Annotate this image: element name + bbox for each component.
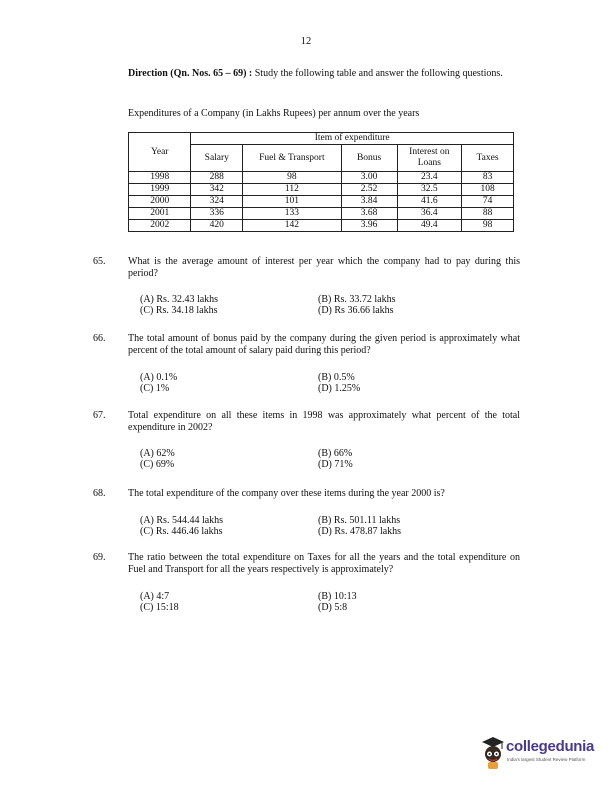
cell: 74: [462, 196, 514, 208]
option-c: (C) 1%: [140, 383, 170, 394]
year-header: Year: [129, 133, 191, 172]
col-header-bonus: Bonus: [341, 145, 397, 172]
cell: 324: [191, 196, 243, 208]
table-row: [129, 208, 514, 220]
cell: 342: [191, 184, 243, 196]
table-caption: Expenditures of a Company (in Lakhs Rupees) per annum over the years: [128, 108, 420, 119]
cell: 83: [462, 172, 514, 184]
cell: 98: [462, 220, 514, 232]
cell: 112: [243, 184, 341, 196]
option-a: (A) 4:7: [140, 591, 170, 602]
question-66: [93, 333, 520, 357]
option-d: (D) Rs 36.66 lakhs: [318, 305, 394, 316]
mascot-icon: [480, 734, 506, 770]
table-row: [129, 196, 514, 208]
option-c: (C) 69%: [140, 459, 175, 470]
cell: 3.00: [341, 172, 397, 184]
group-header: Item of expenditure: [191, 133, 514, 145]
cell: 2002: [129, 220, 191, 232]
question-number: 68.: [93, 488, 106, 499]
table-row: [129, 184, 514, 196]
question-text: The ratio between the total expenditure on Taxes for all the years and the total expenditure on Fuel and Transport for all the years respectively is approximately?: [128, 552, 520, 575]
cell: 1999: [129, 184, 191, 196]
logo-wordmark: collegedunia: [506, 738, 595, 755]
question-68: [93, 488, 520, 500]
option-d: (D) Rs. 478.87 lakhs: [318, 526, 402, 537]
option-a: (A) 0.1%: [140, 372, 178, 383]
question-text: Total expenditure on all these items in 1998 was approximately what percent of the total expenditure in 2002?: [128, 410, 520, 433]
option-b: (B) Rs. 501.11 lakhs: [318, 515, 401, 526]
question-67: [93, 410, 520, 434]
cell: 88: [462, 208, 514, 220]
expenditure-table: [128, 132, 514, 232]
option-c: (C) 15:18: [140, 602, 179, 613]
question-65: [93, 256, 520, 280]
direction-text: [128, 68, 520, 80]
cell: 2001: [129, 208, 191, 220]
option-d: (D) 1.25%: [318, 383, 361, 394]
cell: 142: [243, 220, 341, 232]
cell: 49.4: [397, 220, 462, 232]
option-b: (B) 0.5%: [318, 372, 355, 383]
direction-label: Direction (Qn. Nos. 65 – 69) :: [128, 68, 253, 79]
option-b: (B) Rs. 33.72 lakhs: [318, 294, 396, 305]
option-b: (B) 10:13: [318, 591, 357, 602]
question-69: [93, 552, 520, 576]
option-d: (D) 5:8: [318, 602, 348, 613]
cell: 41.6: [397, 196, 462, 208]
cell: 3.84: [341, 196, 397, 208]
question-text: The total amount of bonus paid by the company during the given period is approximately what percent of the total amount of salary paid during this period?: [128, 333, 520, 356]
table-row: [129, 220, 514, 232]
question-number: 69.: [93, 552, 106, 563]
question-number: 65.: [93, 256, 106, 267]
cell: 288: [191, 172, 243, 184]
option-a: (A) 62%: [140, 448, 175, 459]
collegedunia-logo: [480, 734, 600, 774]
cell: 108: [462, 184, 514, 196]
option-a: (A) Rs. 544.44 lakhs: [140, 515, 224, 526]
question-number: 67.: [93, 410, 106, 421]
table-row: [129, 172, 514, 184]
col-header-interest: Interest on Loans: [397, 145, 462, 172]
cell: 133: [243, 208, 341, 220]
question-text: What is the average amount of interest per year which the company had to pay during this period?: [128, 256, 520, 279]
cell: 3.96: [341, 220, 397, 232]
option-a: (A) Rs. 32.43 lakhs: [140, 294, 219, 305]
cell: 2.52: [341, 184, 397, 196]
option-c: (C) Rs. 446.46 lakhs: [140, 526, 223, 537]
cell: 32.5: [397, 184, 462, 196]
cell: 420: [191, 220, 243, 232]
cell: 101: [243, 196, 341, 208]
cell: 1998: [129, 172, 191, 184]
direction-body: Study the following table and answer the following questions.: [252, 68, 503, 79]
col-header-taxes: Taxes: [462, 145, 514, 172]
cell: 2000: [129, 196, 191, 208]
question-text: The total expenditure of the company over these items during the year 2000 is?: [128, 488, 445, 499]
cell: 23.4: [397, 172, 462, 184]
option-b: (B) 66%: [318, 448, 353, 459]
page-number: 12: [300, 36, 312, 47]
question-number: 66.: [93, 333, 106, 344]
cell: 336: [191, 208, 243, 220]
cell: 36.4: [397, 208, 462, 220]
cell: 98: [243, 172, 341, 184]
cell: 3.68: [341, 208, 397, 220]
col-header-salary: Salary: [191, 145, 243, 172]
col-header-fuel: Fuel & Transport: [243, 145, 341, 172]
logo-tagline: India's largest Student Review Platform: [507, 757, 586, 762]
option-d: (D) 71%: [318, 459, 353, 470]
option-c: (C) Rs. 34.18 lakhs: [140, 305, 218, 316]
